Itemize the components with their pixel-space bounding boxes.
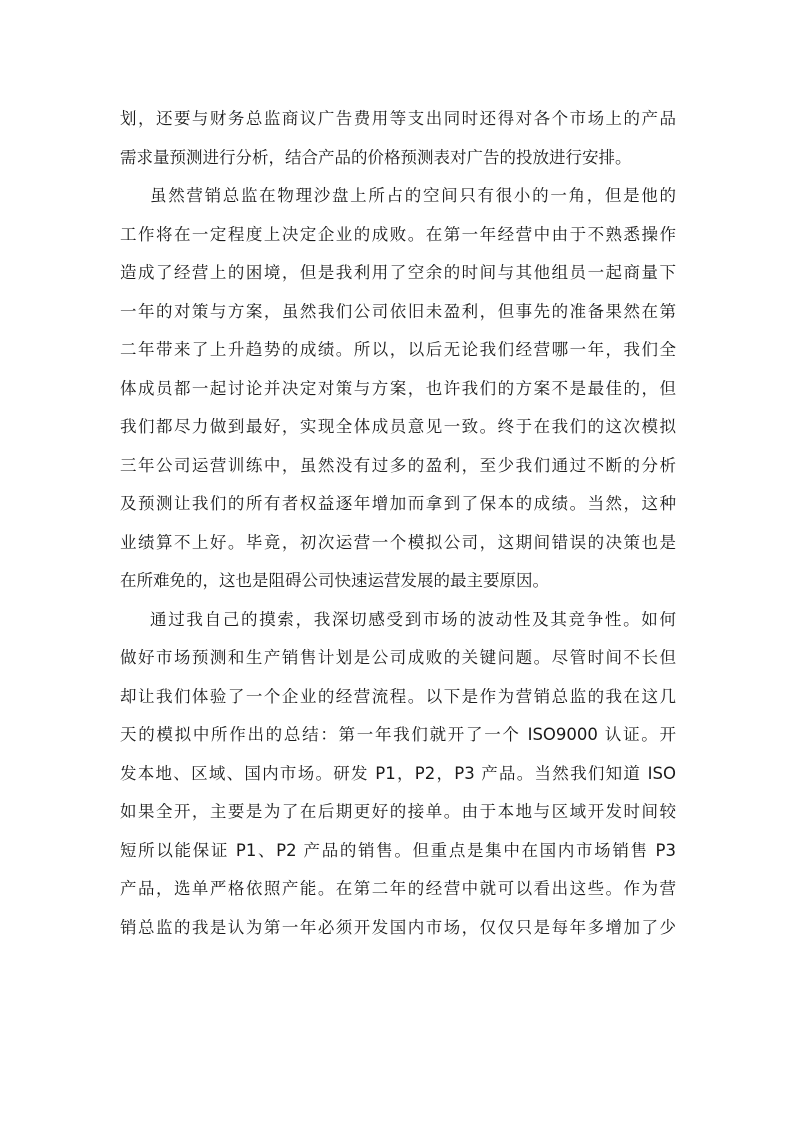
text-line: 造成了经营上的困境，但是我利用了空余的时间与其他组员一起商量下 (120, 263, 676, 282)
text-line: 发本地、区域、国内市场。研发 P1，P2，P3 产品。当然我们知道 ISO (120, 763, 676, 783)
text-line: 产品，选单严格依照产能。在第二年的经营中就可以看出这些。作为营 (120, 879, 676, 898)
paragraph-first-line: 虽然营销总监在物理沙盘上所占的空间只有很小的一角，但是他的 (150, 186, 676, 205)
text-line: 二年带来了上升趋势的成绩。所以，以后无论我们经营哪一年，我们全 (120, 340, 676, 359)
text-line: 业绩算不上好。毕竟，初次运营一个模拟公司，这期间错误的决策也是 (120, 532, 676, 552)
text-line: 体成员都一起讨论并决定对策与方案，也许我们的方案不是最佳的，但 (120, 378, 676, 398)
text-line: 工作将在一定程度上决定企业的成败。在第一年经营中由于不熟悉操作 (120, 224, 676, 244)
text-line: 三年公司运营训练中，虽然没有过多的盈利，至少我们通过不断的分析 (120, 455, 676, 475)
text-line: 在所难免的，这也是阻碍公司快速运营发展的最主要原因。 (120, 571, 549, 590)
text-line: 划，还要与财务总监商议广告费用等支出同时还得对各个市场上的产品 (120, 109, 676, 128)
text-line: 做好市场预测和生产销售计划是公司成败的关键问题。尽管时间不长但 (120, 648, 676, 667)
text-line: 我们都尽力做到最好，实现全体成员意见一致。终于在我们的这次模拟 (120, 417, 676, 436)
text-line: 如果全开，主要是为了在后期更好的接单。由于本地与区域开发时间较 (120, 802, 676, 821)
text-line: 天的模拟中所作出的总结：第一年我们就开了一个 ISO9000 认证。开 (120, 725, 676, 744)
document-body (120, 100, 676, 947)
text-line: 一年的对策与方案，虽然我们公司依旧未盈利，但事先的准备果然在第 (120, 301, 676, 321)
text-line: 却让我们体验了一个企业的经营流程。以下是作为营销总监的我在这几 (120, 686, 676, 706)
paragraph-first-line: 通过我自己的摸索，我深切感受到市场的波动性及其竞争性。如何 (150, 609, 676, 629)
text-line: 销总监的我是认为第一年必须开发国内市场，仅仅只是每年多增加了少 (120, 917, 676, 937)
text-line: 需求量预测进行分析，结合产品的价格预测表对广告的投放进行安排。 (120, 147, 632, 167)
text-line: 短所以能保证 P1、P2 产品的销售。但重点是集中在国内市场销售 P3 (120, 840, 676, 860)
text-line: 及预测让我们的所有者权益逐年增加而拿到了保本的成绩。当然，这种 (120, 494, 676, 513)
